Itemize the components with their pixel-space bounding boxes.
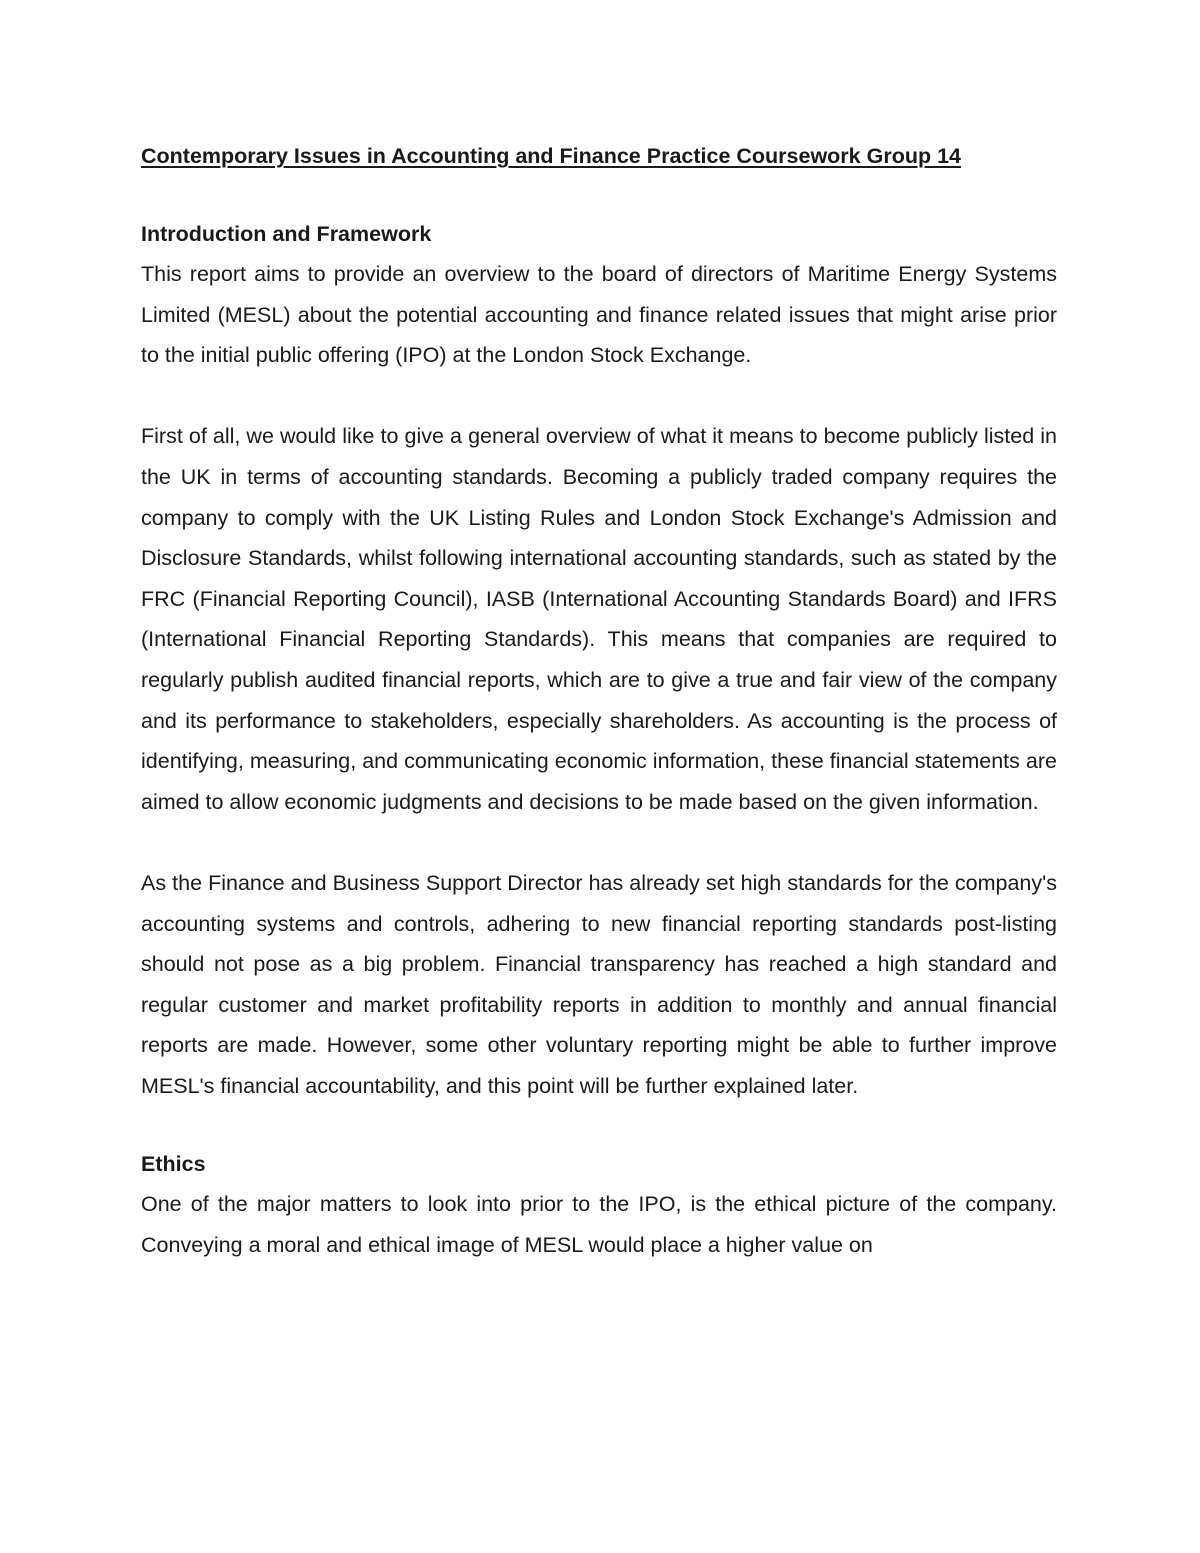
document-title: Contemporary Issues in Accounting and Finance Practice Coursework Group 14 bbox=[141, 144, 961, 168]
section-heading-introduction: Introduction and Framework bbox=[141, 222, 432, 246]
paragraph-accounting-standards: First of all, we would like to give a general overview of what it means to become publicly listed in the UK in terms of accounting standards. Becoming a publicly traded company requires the company to comply with the UK Listing Rules and London Stock Exchange's Admission and Disclosure Standards, whilst following international accounting standards, such as stated by the FRC (Financial Reporting Council), IASB (International Accounting Standards Board) and IFRS (International Financial Reporting Standards). This means that companies are required to regularly publish audited financial reports, which are to give a true and fair view of the company and its performance to stakeholders, especially shareholders. As accounting is the process of identifying, measuring, and communicating economic information, these financial statements are aimed to allow economic judgments and decisions to be made based on the given information. bbox=[141, 424, 1057, 814]
paragraph-overview: This report aims to provide an overview to the board of directors of Maritime Energy Systems Limited (MESL) about the potential accounting and finance related issues that might arise prior to the initial public offering (IPO) at the London Stock Exchange. bbox=[141, 262, 1057, 368]
paragraph-finance-director: As the Finance and Business Support Director has already set high standards for the company's accounting systems and controls, adhering to new financial reporting standards post-listing should not pose as a big problem. Financial transparency has reached a high standard and regular customer and market profitability reports in addition to monthly and annual financial reports are made. However, some other voluntary reporting might be able to further improve MESL's financial accountability, and this point will be further explained later. bbox=[141, 870, 1057, 1098]
paragraph-ethics: One of the major matters to look into prior to the IPO, is the ethical picture of the company. Conveying a moral and ethical image of MESL would place a higher value on bbox=[141, 1192, 1057, 1258]
section-ethics bbox=[141, 1146, 1057, 1265]
section-heading-ethics: Ethics bbox=[141, 1152, 206, 1177]
section-introduction bbox=[141, 216, 1057, 1106]
document-page bbox=[141, 138, 1057, 1306]
